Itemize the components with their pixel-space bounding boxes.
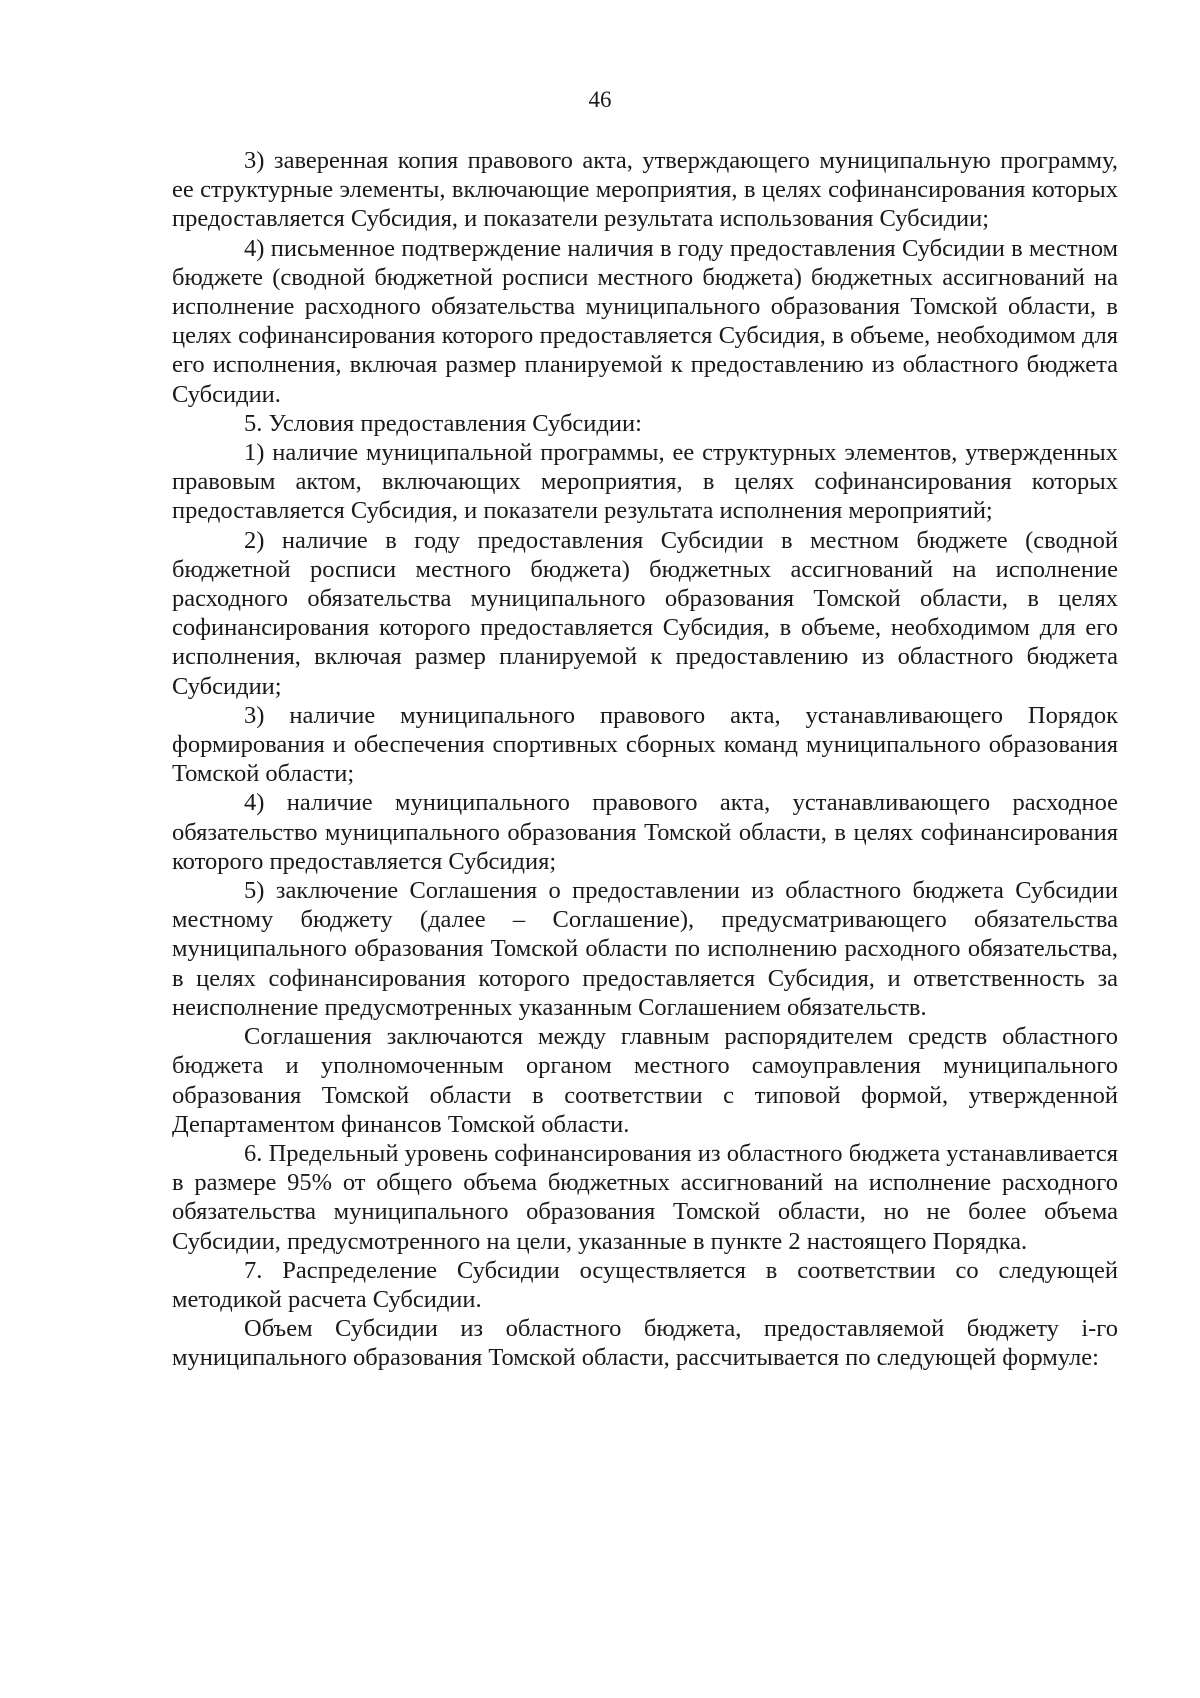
agreements-paragraph: Соглашения заключаются между главным распорядителем средств областного бюджета и уполномоченным органом местного самоуправления муниципального образования Томской области в соответствии с типовой формой, утвержденной Департаментом финансов Томской области. bbox=[172, 1023, 1118, 1138]
condition-4-expenditure-obligation-act: 4) наличие муниципального правового акта, устанавливающего расходное обязательство муниципального образования Томской области, в целях софинансирования которого предоставляется Субсидия; bbox=[172, 789, 1118, 875]
condition-1-municipal-program: 1) наличие муниципальной программы, ее структурных элементов, утвержденных правовым актом, включающих мероприятия, в целях софинансирования которых предоставляется Субсидия, и показатели результата исполнения мероприятий; bbox=[172, 439, 1118, 525]
document-body bbox=[172, 146, 1118, 1373]
page-number: 46 bbox=[588, 87, 612, 112]
condition-5-agreement: 5) заключение Соглашения о предоставлении из областного бюджета Субсидии местному бюджету (далее – Соглашение), предусматривающего обязательства муниципального образования Томской области по исполнению расходного обязательства, в целях софинансирования которого предоставляется Субсидия, и ответственность за неисполнение предусмотренных указанным Соглашением обязательств. bbox=[172, 877, 1118, 1021]
formula-intro-paragraph: Объем Субсидии из областного бюджета, предоставляемой бюджету i-го муниципального образования Томской области, рассчитывается по следующей формуле: bbox=[172, 1315, 1118, 1372]
section-7-distribution: 7. Распределение Субсидии осуществляется в соответствии со следующей методикой расчета Субсидии. bbox=[172, 1256, 1118, 1313]
condition-3-sports-teams-act: 3) наличие муниципального правового акта, устанавливающего Порядок формирования и обеспечения спортивных сборных команд муниципального образования Томской области; bbox=[172, 701, 1118, 788]
paragraph-item-3-certified-copy: 3) заверенная копия правового акта, утверждающего муниципальную программу, ее структурные элементы, включающие мероприятия, в целях софинансирования которых предоставляется Субсидия, и показатели результата использования Субсидии; bbox=[172, 147, 1118, 233]
paragraph-item-4-written-confirmation: 4) письменное подтверждение наличия в году предоставления Субсидии в местном бюджете (сводной бюджетной росписи местного бюджета) бюджетных ассигнований на исполнение расходного обязательства муниципального образования Томской области, в целях софинансирования которого предоставляется Субсидия, в объеме, необходимом для его исполнения, включая размер планируемой к предоставлению из областного бюджета Субсидии. bbox=[172, 234, 1118, 408]
condition-2-budget-allocations: 2) наличие в году предоставления Субсидии в местном бюджете (сводной бюджетной росписи местного бюджета) бюджетных ассигнований на исполнение расходного обязательства муниципального образования Томской области, в целях софинансирования которого предоставляется Субсидия, в объеме, необходимом для его исполнения, включая размер планируемой к предоставлению из областного бюджета Субсидии; bbox=[172, 526, 1118, 700]
section-5-heading: 5. Условия предоставления Субсидии: bbox=[244, 409, 642, 437]
section-6-cofinancing-level: 6. Предельный уровень софинансирования из областного бюджета устанавливается в размере 95% от общего объема бюджетных ассигнований на исполнение расходного обязательства муниципального образования Томской области, но не более объема Субсидии, предусмотренного на цели, указанные в пункте 2 настоящего Порядка. bbox=[172, 1139, 1118, 1255]
